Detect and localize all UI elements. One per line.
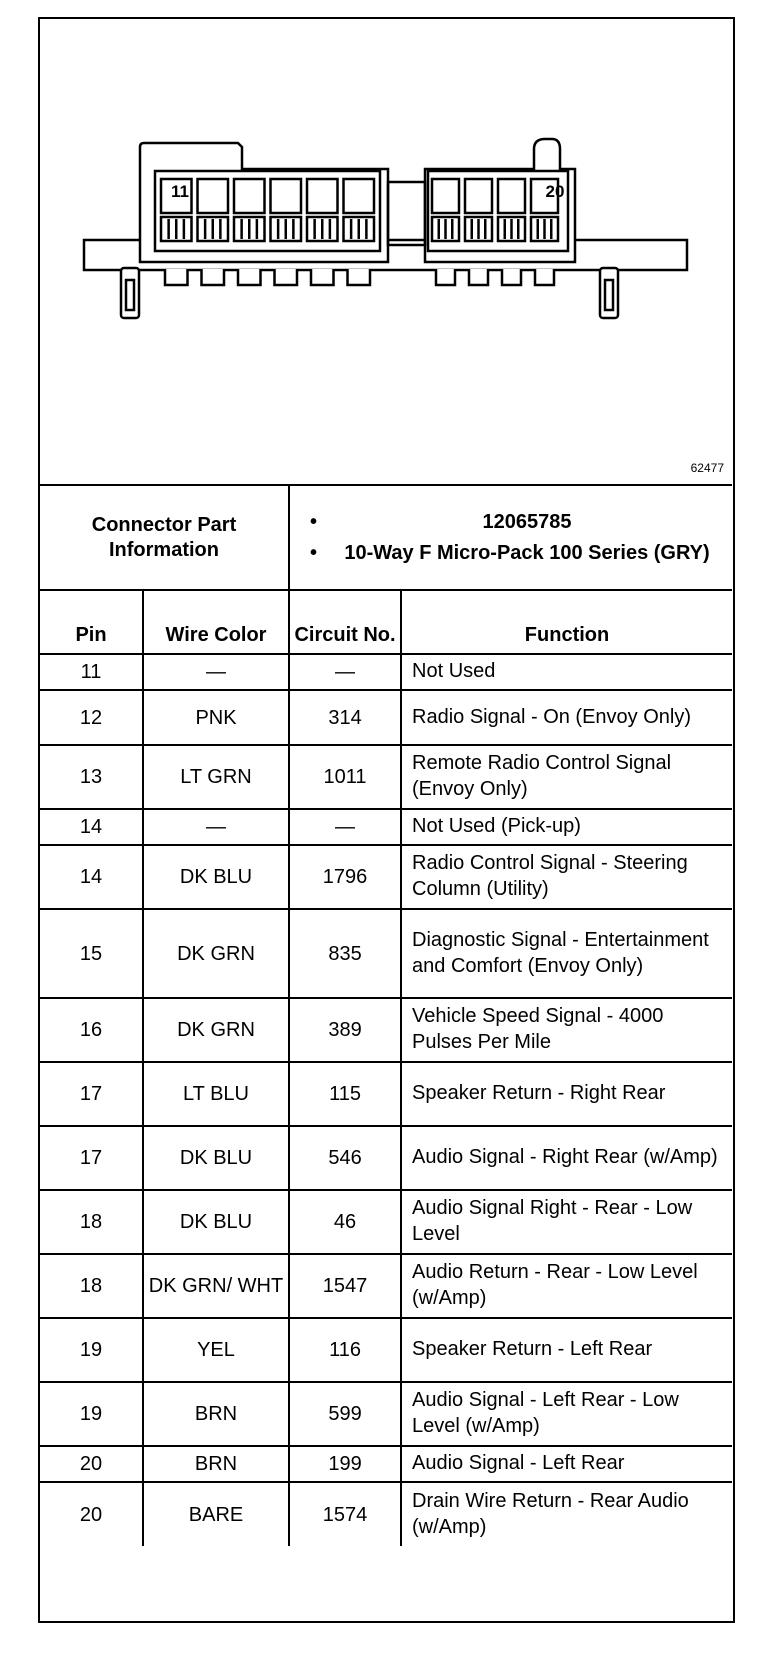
- wire-color-cell: —: [143, 809, 289, 845]
- function-cell: Audio Signal Right - Rear - Low Level: [401, 1190, 732, 1254]
- first-pin-label: 11: [171, 182, 189, 201]
- table-row: [40, 690, 732, 745]
- latch-tab: [436, 269, 455, 285]
- pin-cell: 16: [40, 998, 143, 1062]
- table-row: [40, 998, 732, 1062]
- latch-tab: [535, 269, 554, 285]
- function-cell: Remote Radio Control Signal (Envoy Only): [401, 745, 732, 809]
- function-cell: Vehicle Speed Signal - 4000 Pulses Per Mile: [401, 998, 732, 1062]
- pin-cell: 20: [40, 1446, 143, 1482]
- connector-drawing: [40, 19, 732, 484]
- wire-color-cell: DK GRN: [143, 909, 289, 998]
- circuit-cell: 1796: [289, 845, 401, 909]
- pin-cell: 15: [40, 909, 143, 998]
- latch-tab: [165, 269, 188, 285]
- part-number: 12065785: [482, 510, 572, 533]
- wire-color-cell: BARE: [143, 1482, 289, 1546]
- wire-color-cell: DK BLU: [143, 845, 289, 909]
- latch-tab: [502, 269, 521, 285]
- connector-pin-table: [40, 486, 732, 1546]
- table-row: [40, 1382, 732, 1446]
- circuit-cell: 46: [289, 1190, 401, 1254]
- latch-tab: [348, 269, 371, 285]
- table-row: [40, 809, 732, 845]
- table-row: [40, 909, 732, 998]
- connector-info-details: [289, 486, 732, 590]
- pin-cell: 12: [40, 690, 143, 745]
- pin-cell: 19: [40, 1382, 143, 1446]
- table-row: [40, 1318, 732, 1382]
- circuit-cell: 389: [289, 998, 401, 1062]
- function-cell: Radio Control Signal - Steering Column (Utility): [401, 845, 732, 909]
- bullet-icon: •: [310, 541, 318, 564]
- function-cell: Speaker Return - Right Rear: [401, 1062, 732, 1126]
- connector-info-row: [40, 486, 732, 590]
- circuit-cell: 199: [289, 1446, 401, 1482]
- wire-color-cell: DK GRN: [143, 998, 289, 1062]
- function-cell: Drain Wire Return - Rear Audio (w/Amp): [401, 1482, 732, 1546]
- table-row: [40, 1190, 732, 1254]
- circuit-cell: 546: [289, 1126, 401, 1190]
- latch-tab: [202, 269, 225, 285]
- table-row: [40, 845, 732, 909]
- circuit-cell: 314: [289, 690, 401, 745]
- function-cell: Audio Signal - Left Rear - Low Level (w/Amp): [401, 1382, 732, 1446]
- table-row: [40, 1126, 732, 1190]
- function-cell: Audio Signal - Right Rear (w/Amp): [401, 1126, 732, 1190]
- table-header-row: [40, 590, 732, 654]
- pin-cell: 17: [40, 1126, 143, 1190]
- table-row: [40, 1482, 732, 1546]
- bullet-icon: •: [310, 510, 318, 533]
- latch-tab: [469, 269, 488, 285]
- circuit-cell: —: [289, 809, 401, 845]
- wire-color-cell: DK BLU: [143, 1190, 289, 1254]
- pin-cell: 11: [40, 654, 143, 690]
- circuit-cell: —: [289, 654, 401, 690]
- last-pin-label: 20: [545, 182, 565, 201]
- table-row: [40, 1062, 732, 1126]
- circuit-cell: 116: [289, 1318, 401, 1382]
- function-cell: Audio Signal - Left Rear: [401, 1446, 732, 1482]
- connector-info-list: [290, 498, 732, 578]
- connector-info-item: [310, 510, 722, 535]
- wire-color-cell: —: [143, 654, 289, 690]
- wire-color-cell: BRN: [143, 1382, 289, 1446]
- table-row: [40, 1446, 732, 1482]
- pin-cell: 20: [40, 1482, 143, 1546]
- function-cell: Radio Signal - On (Envoy Only): [401, 690, 732, 745]
- function-cell: Diagnostic Signal - Entertainment and Comfort (Envoy Only): [401, 909, 732, 998]
- circuit-cell: 835: [289, 909, 401, 998]
- wire-color-cell: LT GRN: [143, 745, 289, 809]
- housing-bridge: [388, 182, 425, 245]
- circuit-cell: 1547: [289, 1254, 401, 1318]
- pin-cell: 18: [40, 1254, 143, 1318]
- pin-cell: 17: [40, 1062, 143, 1126]
- pin-cell: 14: [40, 845, 143, 909]
- wire-color-cell: DK BLU: [143, 1126, 289, 1190]
- latch-tab: [275, 269, 298, 285]
- circuit-cell: 115: [289, 1062, 401, 1126]
- connector-diagram: [40, 19, 732, 486]
- function-cell: Not Used: [401, 654, 732, 690]
- connector-description: 10-Way F Micro-Pack 100 Series (GRY): [344, 541, 710, 564]
- function-cell: Audio Return - Rear - Low Level (w/Amp): [401, 1254, 732, 1318]
- wire-color-cell: DK GRN/ WHT: [143, 1254, 289, 1318]
- latch-tab: [238, 269, 261, 285]
- pin-cell: 14: [40, 809, 143, 845]
- circuit-cell: 599: [289, 1382, 401, 1446]
- table-row: [40, 654, 732, 690]
- wire-color-cell: YEL: [143, 1318, 289, 1382]
- table-row: [40, 745, 732, 809]
- connector-info-item: [310, 541, 722, 566]
- table-row: [40, 1254, 732, 1318]
- latch-tab: [311, 269, 334, 285]
- wire-color-cell: BRN: [143, 1446, 289, 1482]
- connector-info-label: Connector Part Information: [40, 486, 289, 590]
- column-header-function: Function: [401, 590, 732, 654]
- figure-id: 62477: [690, 461, 724, 475]
- function-cell: Not Used (Pick-up): [401, 809, 732, 845]
- function-cell: Speaker Return - Left Rear: [401, 1318, 732, 1382]
- wire-color-cell: PNK: [143, 690, 289, 745]
- column-header-circuit: Circuit No.: [289, 590, 401, 654]
- column-header-pin: Pin: [40, 590, 143, 654]
- wire-color-cell: LT BLU: [143, 1062, 289, 1126]
- circuit-cell: 1574: [289, 1482, 401, 1546]
- pin-cell: 13: [40, 745, 143, 809]
- circuit-cell: 1011: [289, 745, 401, 809]
- pin-cell: 19: [40, 1318, 143, 1382]
- pin-cell: 18: [40, 1190, 143, 1254]
- connector-sheet: [38, 17, 735, 1623]
- column-header-wire-color: Wire Color: [143, 590, 289, 654]
